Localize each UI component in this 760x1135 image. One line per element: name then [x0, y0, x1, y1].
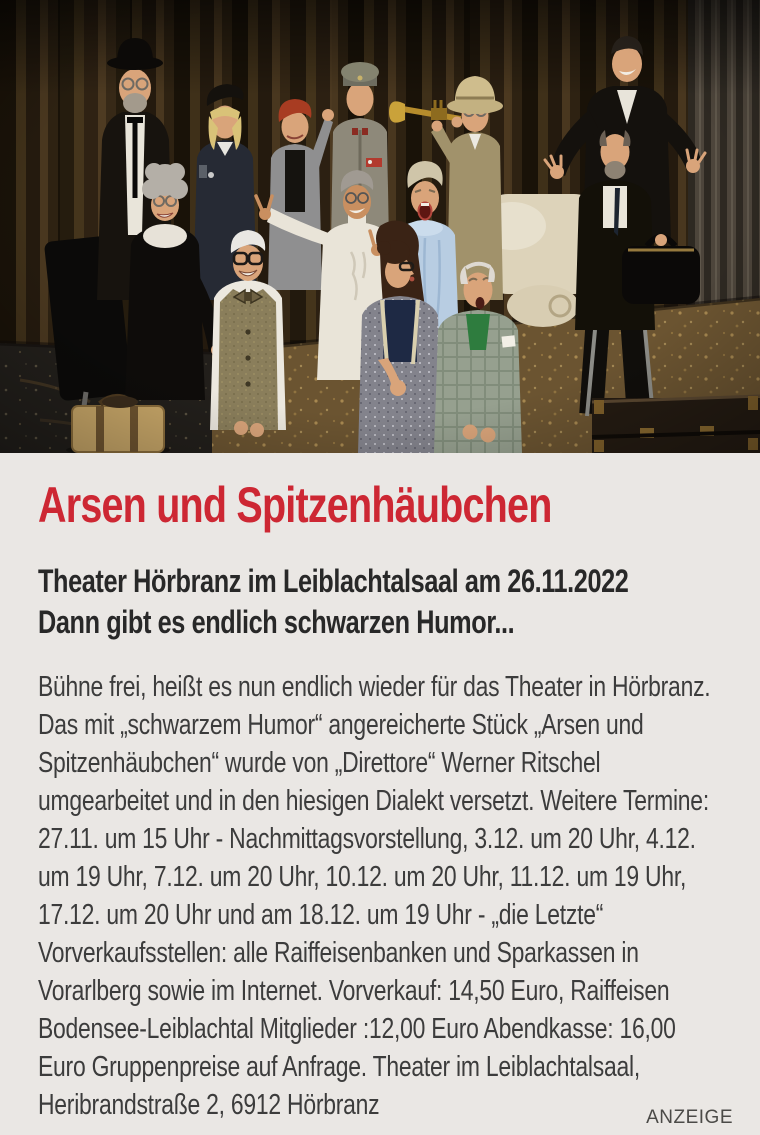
anzeige-label: ANZEIGE — [646, 1107, 733, 1128]
article-content — [38, 453, 730, 1124]
ensemble-photo — [0, 0, 760, 453]
ensemble-photo-svg — [0, 0, 760, 453]
article-title: Arsen und Spitzenhäubchen — [38, 477, 552, 533]
article-body: Bühne frei, heißt es nun endlich wieder für das Theater in Hörbranz. Das mit „schwarzem Humor“ angereicherte Stück „Arsen und Spitzenhäubchen“ wurde von „Direttore“ Werner Ritschel umgearbeitet und in den hiesigen Dialekt versetzt. Weitere Termine: 27.11. um 15 Uhr - Nachmittagsvorstellung, 3.12. um 20 Uhr, 4.12. um 19 Uhr, 7.12. um 20 Uhr, 10.12. um 20 Uhr, 11.12. um 19 Uhr, 17.12. um 20 Uhr und am 18.12. um 19 Uhr - „die Letzte“ Vorverkaufsstellen: alle Raiffeisenbanken und Sparkassen in Vorarlberg sowie im Internet. Vorverkauf: 14,50 Euro, Raiffeisen Bodensee-Leiblachtal Mitglieder :12,00 Euro Abendkasse: 16,00 Euro Gruppenpreise auf Anfrage. Theater im Leiblachtalsaal, Heribrandstraße 2, 6912 Hörbranz — [38, 671, 711, 1121]
subtitle-line-1: Theater Hörbranz im Leiblachtalsaal am 26.11.2022 — [38, 563, 629, 599]
article-subtitle — [38, 561, 727, 643]
subtitle-line-2: Dann gibt es endlich schwarzen Humor... — [38, 604, 515, 640]
